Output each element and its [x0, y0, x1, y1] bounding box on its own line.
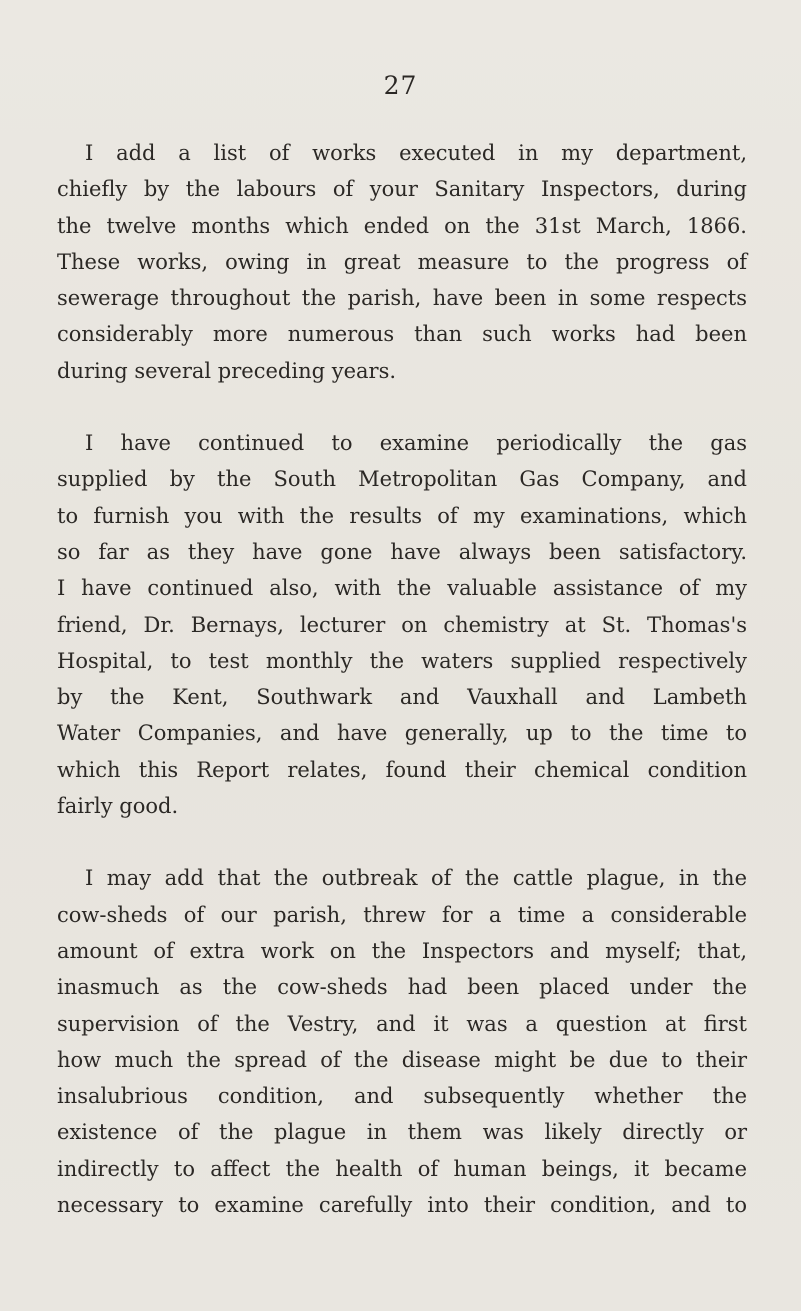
text-line: considerably more numerous than such works had been	[57, 322, 747, 347]
text-line: to furnish you with the results of my examinations, which	[57, 503, 747, 528]
text-line: friend, Dr. Bernays, lecturer on chemistry at St. Thomas's	[57, 612, 747, 637]
text-line: I have continued also, with the valuable assistance of my	[57, 576, 747, 601]
paragraph-gas-and-water	[57, 425, 747, 824]
page-number: 27	[383, 71, 418, 100]
text-line: Water Companies, and have generally, up to the time to	[57, 721, 747, 746]
text-line: fairly good.	[57, 794, 179, 819]
text-line: inasmuch as the cow-sheds had been placed under the	[57, 975, 747, 1000]
text-line: so far as they have gone have always been satisfactory.	[57, 539, 747, 564]
text-line: chiefly by the labours of your Sanitary Inspectors, during	[57, 177, 747, 202]
text-line: indirectly to affect the health of human beings, it became	[57, 1156, 747, 1181]
text-line: how much the spread of the disease might be due to their	[57, 1047, 747, 1072]
text-line: These works, owing in great measure to the progress of	[57, 249, 747, 274]
text-line: during several preceding years.	[57, 358, 397, 383]
paragraph-cattle-plague	[57, 860, 747, 1223]
text-line: I add a list of works executed in my department,	[85, 141, 747, 165]
text-line: necessary to examine carefully into their condition, and to	[57, 1193, 747, 1218]
text-line: by the Kent, Southwark and Vauxhall and Lambeth	[57, 685, 747, 710]
text-line: existence of the plague in them was likely directly or	[57, 1120, 747, 1145]
text-line: cow-sheds of our parish, threw for a time a considerable	[57, 902, 747, 927]
text-line: Hospital, to test monthly the waters supplied respectively	[57, 648, 747, 673]
text-line: the twelve months which ended on the 31st March, 1866.	[57, 213, 747, 238]
body-text	[57, 135, 747, 1259]
text-line: supervision of the Vestry, and it was a question at first	[57, 1011, 747, 1036]
text-line: I have continued to examine periodically the gas	[85, 431, 747, 456]
text-line: supplied by the South Metropolitan Gas Company, and	[57, 467, 747, 492]
paragraph-works	[57, 135, 747, 389]
text-line: sewerage throughout the parish, have been in some respects	[57, 286, 747, 311]
text-line: insalubrious condition, and subsequently whether the	[57, 1084, 747, 1109]
text-line: I may add that the outbreak of the cattle plague, in the	[85, 866, 747, 891]
text-line: which this Report relates, found their chemical condition	[57, 757, 747, 782]
text-line: amount of extra work on the Inspectors and myself; that,	[57, 938, 747, 963]
